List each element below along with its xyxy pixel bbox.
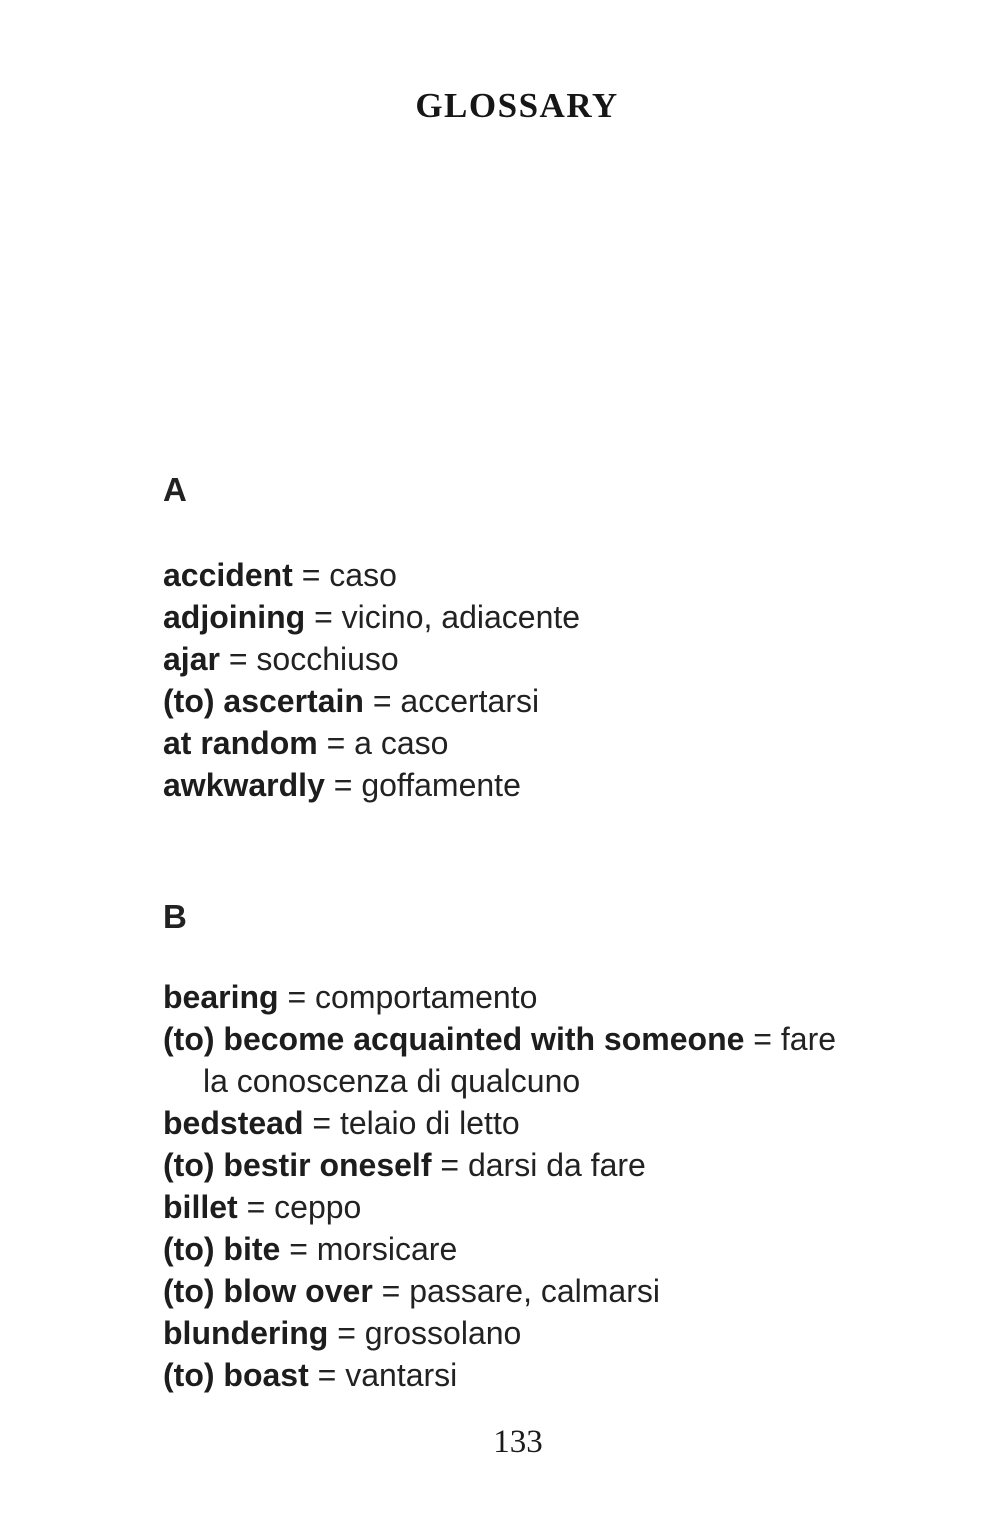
section-header-a: A: [163, 471, 187, 508]
section-b-entries: [163, 976, 853, 1396]
glossary-entry: [163, 1312, 853, 1354]
entry-definition: a caso: [354, 725, 449, 761]
glossary-entry: [163, 554, 853, 596]
equals-separator: =: [372, 1273, 410, 1309]
entry-term: blundering: [163, 1315, 329, 1351]
equals-separator: =: [305, 599, 342, 635]
equals-separator: =: [324, 767, 362, 803]
glossary-entry: [163, 1186, 853, 1228]
entry-term: at random: [163, 725, 318, 761]
entry-definition: fare la conoscenza di qualcuno: [203, 1021, 837, 1099]
equals-separator: =: [744, 1021, 781, 1057]
entry-definition: comportamento: [315, 979, 538, 1015]
glossary-entry: [163, 1354, 853, 1396]
entry-definition: darsi da fare: [467, 1147, 646, 1183]
entry-definition: accertarsi: [400, 683, 540, 719]
equals-separator: =: [431, 1147, 468, 1183]
glossary-entry: [163, 722, 853, 764]
equals-separator: =: [317, 725, 355, 761]
glossary-entry: [163, 596, 853, 638]
entry-term: adjoining: [163, 599, 306, 635]
entry-definition: telaio di letto: [339, 1105, 520, 1141]
glossary-entry: [163, 680, 853, 722]
entry-definition: ceppo: [274, 1189, 362, 1225]
entry-term: accident: [163, 557, 293, 593]
entry-term: bedstead: [163, 1105, 304, 1141]
equals-separator: =: [280, 1231, 317, 1267]
glossary-entry: [163, 764, 853, 806]
glossary-entry: [163, 1228, 853, 1270]
entry-term: ajar: [163, 641, 220, 677]
entry-term: bearing: [163, 979, 279, 1015]
glossary-entry: [163, 638, 853, 680]
entry-definition: morsicare: [316, 1231, 458, 1267]
entry-definition: grossolano: [364, 1315, 522, 1351]
equals-separator: =: [363, 683, 401, 719]
glossary-entry: [163, 976, 853, 1018]
page-title: GLOSSARY: [415, 86, 619, 125]
entry-definition: passare, calmarsi: [409, 1273, 660, 1309]
entry-definition: vicino, adiacente: [341, 599, 581, 635]
entry-definition: goffamente: [361, 767, 521, 803]
entry-definition: caso: [329, 557, 397, 593]
equals-separator: =: [328, 1315, 365, 1351]
section-a-entries: [163, 554, 853, 806]
entry-definition: vantarsi: [345, 1357, 458, 1393]
equals-separator: =: [292, 557, 330, 593]
entry-definition: socchiuso: [256, 641, 399, 677]
glossary-entry: [163, 1102, 853, 1144]
entry-term: (to) become acquainted with someone: [163, 1021, 745, 1057]
section-header-b: B: [163, 898, 187, 935]
entry-term: (to) blow over: [163, 1273, 373, 1309]
equals-separator: =: [237, 1189, 275, 1225]
equals-separator: =: [219, 641, 257, 677]
entry-term: (to) bestir oneself: [163, 1147, 432, 1183]
equals-separator: =: [308, 1357, 346, 1393]
glossary-entry: [163, 1018, 853, 1102]
entry-term: awkwardly: [163, 767, 325, 803]
entry-term: (to) boast: [163, 1357, 309, 1393]
glossary-entry: [163, 1144, 853, 1186]
equals-separator: =: [278, 979, 316, 1015]
entry-term: (to) bite: [163, 1231, 281, 1267]
entry-term: (to) ascertain: [163, 683, 364, 719]
glossary-entry: [163, 1270, 853, 1312]
page-number: 133: [493, 1424, 543, 1460]
equals-separator: =: [303, 1105, 340, 1141]
entry-term: billet: [163, 1189, 238, 1225]
